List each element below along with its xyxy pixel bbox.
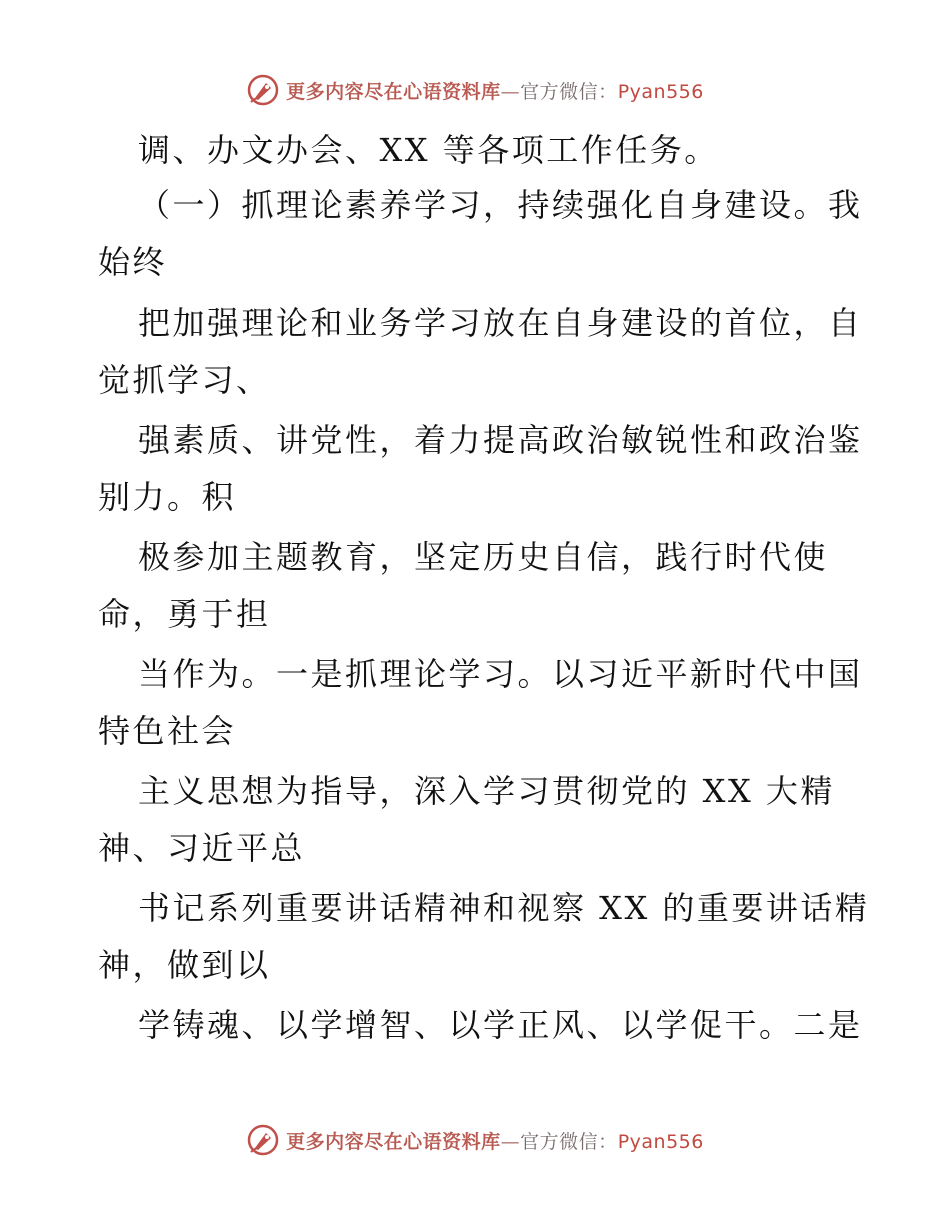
text-line: 调、办文办会、XX 等各项工作任务。	[138, 131, 719, 169]
banner-wechat-id: Pyan556	[617, 80, 704, 103]
banner-main-text: 更多内容尽在心语资料库	[286, 1130, 501, 1153]
text-line: 神，做到以	[98, 946, 271, 984]
banner-text	[286, 77, 704, 104]
text-line: 始终	[98, 243, 168, 281]
text-line: 命，勇于担	[98, 595, 271, 633]
footer-banner	[0, 1120, 950, 1160]
header-banner	[0, 70, 950, 110]
text-line: 特色社会	[98, 712, 237, 750]
text-line: 强素质、讲党性，着力提高政治敏锐性和政治鉴	[138, 421, 863, 459]
text-line: 极参加主题教育，坚定历史自信，践行时代使	[138, 538, 829, 576]
text-line: 书记系列重要讲话精神和视察 XX 的重要讲话精	[138, 889, 870, 927]
banner-separator: —	[500, 1130, 521, 1153]
text-line: 把加强理论和业务学习放在自身建设的首位，自	[138, 304, 863, 342]
banner-text	[286, 1127, 704, 1154]
pen-nib-logo-icon	[246, 1123, 280, 1157]
text-line: 当作为。一是抓理论学习。以习近平新时代中国	[138, 655, 863, 693]
banner-main-text: 更多内容尽在心语资料库	[286, 80, 501, 103]
text-line: 主义思想为指导，深入学习贯彻党的 XX 大精	[138, 772, 835, 810]
banner-sub-text: 官方微信：	[520, 80, 618, 103]
text-line: 别力。积	[98, 478, 237, 516]
text-line: 觉抓学习、	[98, 361, 271, 399]
text-line: 学铸魂、以学增智、以学正风、以学促干。二是	[138, 1006, 863, 1044]
banner-separator: —	[500, 80, 521, 103]
pen-nib-logo-icon	[246, 73, 280, 107]
text-line: 神、习近平总	[98, 829, 306, 867]
text-line: （一）抓理论素养学习，持续强化自身建设。我	[138, 186, 863, 224]
banner-sub-text: 官方微信：	[520, 1130, 618, 1153]
banner-wechat-id: Pyan556	[617, 1130, 704, 1153]
